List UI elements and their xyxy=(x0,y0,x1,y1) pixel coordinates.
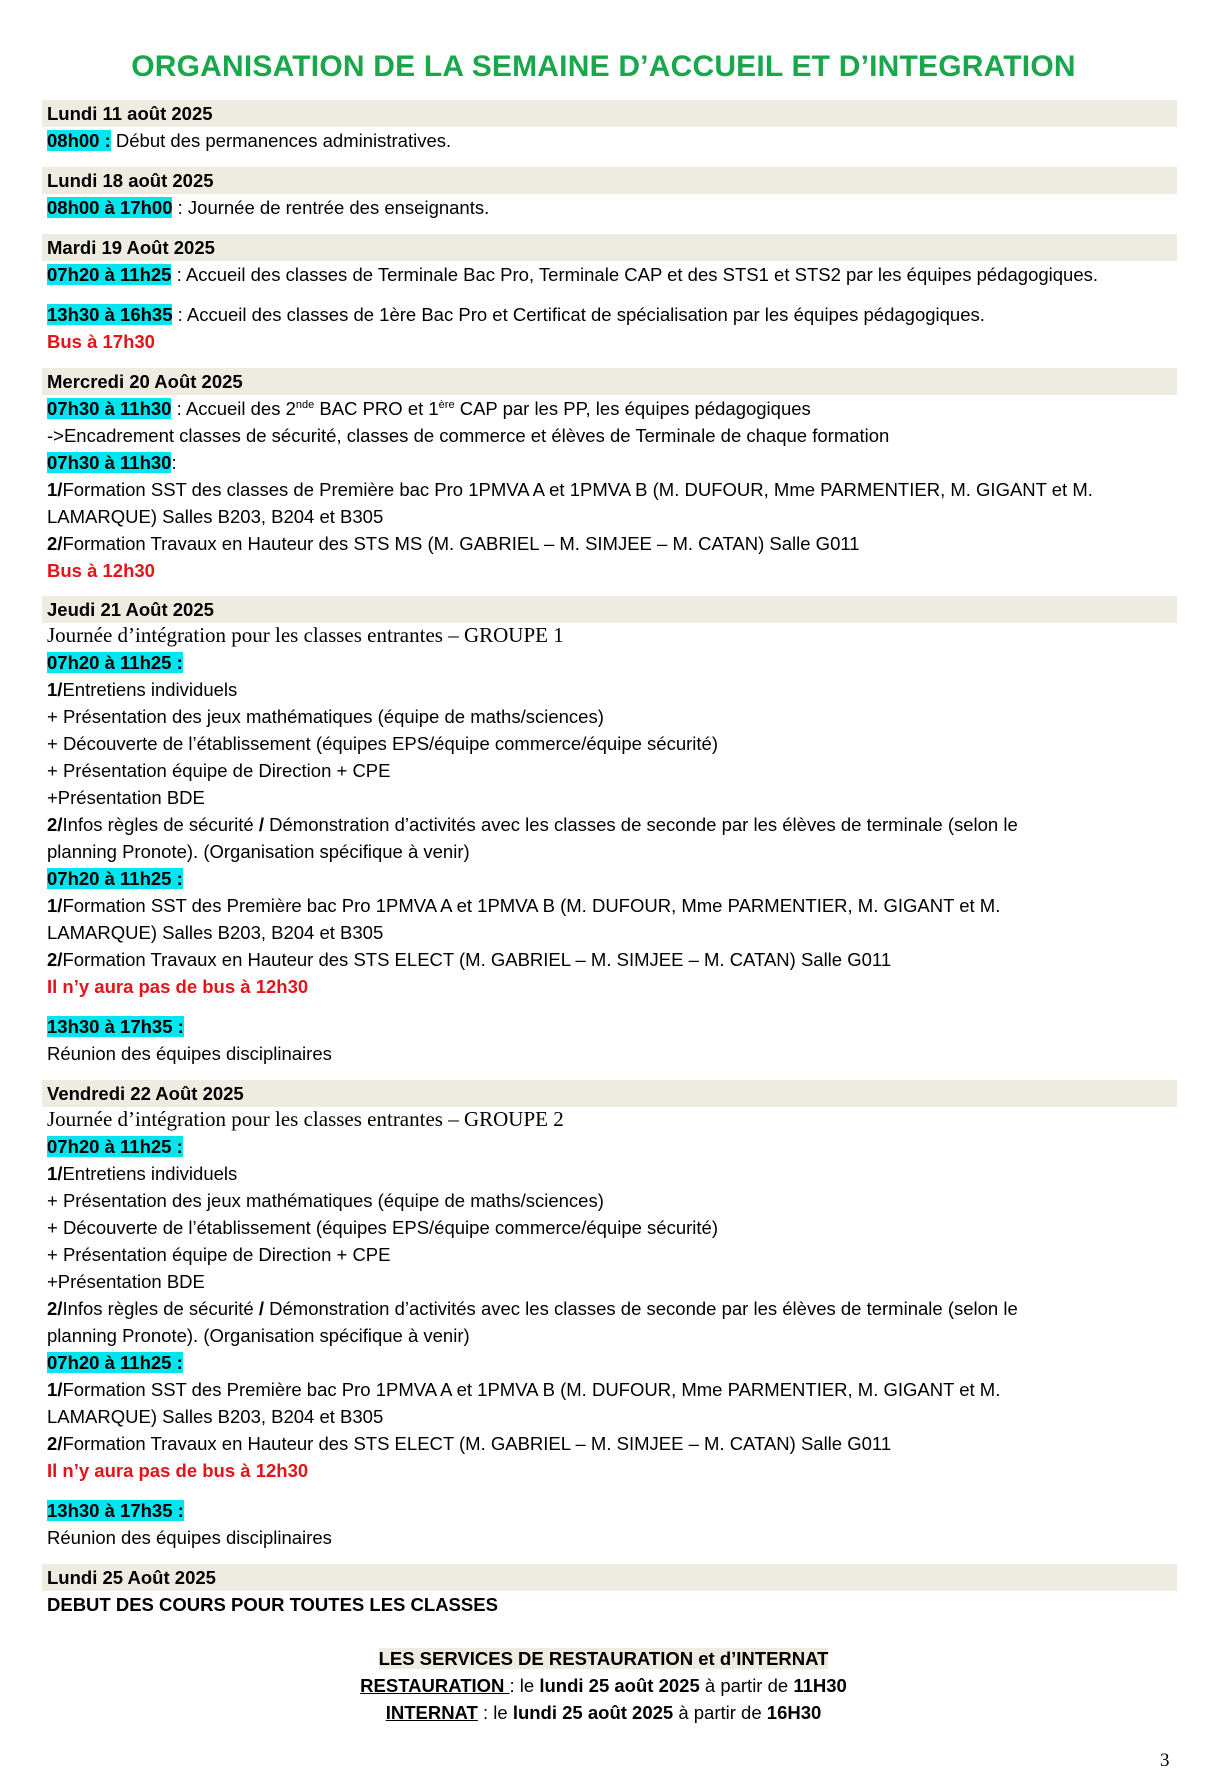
schedule-line: 07h30 à 11h30 : Accueil des 2nde BAC PRO et 1ère CAP par les PP, les équipes pédagogiques xyxy=(47,398,811,419)
schedule-line: Réunion des équipes disciplinaires xyxy=(47,1043,332,1064)
time-highlight: 07h20 à 11h25 : xyxy=(47,652,183,673)
schedule-line: 2/Formation Travaux en Hauteur des STS ELECT (M. GABRIEL – M. SIMJEE – M. CATAN) Salle G011 xyxy=(47,949,892,970)
time-highlight: 08h00 : xyxy=(47,130,111,151)
page-title: ORGANISATION DE LA SEMAINE D’ACCUEIL ET D’INTEGRATION xyxy=(131,50,1076,83)
schedule-line: 1/Entretiens individuels xyxy=(47,1163,238,1184)
schedule-line: 08h00 : Début des permanences administratives. xyxy=(47,130,452,151)
schedule-line: ->Encadrement classes de sécurité, classes de commerce et élèves de Terminale de chaque formation xyxy=(47,425,890,446)
restauration-line: RESTAURATION : le lundi 25 août 2025 à partir de 11H30 xyxy=(360,1675,847,1696)
schedule-line: 1/Entretiens individuels xyxy=(47,679,238,700)
schedule-line xyxy=(47,1013,184,1040)
day-date: Lundi 18 août 2025 xyxy=(47,170,214,191)
schedule-line: + Présentation des jeux mathématiques (équipe de maths/sciences) xyxy=(47,1190,604,1211)
schedule-line: 2/Formation Travaux en Hauteur des STS ELECT (M. GABRIEL – M. SIMJEE – M. CATAN) Salle G011 xyxy=(47,1433,892,1454)
schedule-line: 1/Formation SST des Première bac Pro 1PMVA A et 1PMVA B (M. DUFOUR, Mme PARMENTIER, M. GIGANT et M. xyxy=(47,895,1001,916)
schedule-line xyxy=(47,865,183,892)
services-heading: LES SERVICES DE RESTAURATION et d’INTERNAT xyxy=(378,1648,829,1669)
schedule-line: + Découverte de l’établissement (équipes EPS/équipe commerce/équipe sécurité) xyxy=(47,1217,718,1238)
schedule-line: planning Pronote). (Organisation spécifique à venir) xyxy=(47,1325,470,1346)
day-date: Jeudi 21 Août 2025 xyxy=(47,599,214,620)
page-number: 3 xyxy=(1160,1750,1170,1771)
time-highlight: 07h30 à 11h30 xyxy=(47,452,172,473)
schedule-line: +Présentation BDE xyxy=(47,1271,205,1292)
day-date: Lundi 25 Août 2025 xyxy=(47,1567,216,1588)
internat-line: INTERNAT : le lundi 25 août 2025 à partir de 16H30 xyxy=(385,1702,822,1723)
time-highlight: 13h30 à 17h35 : xyxy=(47,1016,184,1037)
schedule-line: + Présentation des jeux mathématiques (équipe de maths/sciences) xyxy=(47,706,604,727)
schedule-line: LAMARQUE) Salles B203, B204 et B305 xyxy=(47,1406,384,1427)
schedule-line: +Présentation BDE xyxy=(47,787,205,808)
schedule-line: + Présentation équipe de Direction + CPE xyxy=(47,1244,391,1265)
bus-note: Bus à 12h30 xyxy=(47,560,155,581)
schedule-line xyxy=(47,649,183,676)
schedule-line: 07h20 à 11h25 : Accueil des classes de Terminale Bac Pro, Terminale CAP et des STS1 et STS2 par les équipes pédagogiques. xyxy=(47,264,1099,285)
time-highlight: 07h20 à 11h25 : xyxy=(47,1352,183,1373)
time-highlight: 07h20 à 11h25 : xyxy=(47,868,183,889)
schedule-line: 2/Formation Travaux en Hauteur des STS MS (M. GABRIEL – M. SIMJEE – M. CATAN) Salle G011 xyxy=(47,533,860,554)
day-date: Mercredi 20 Août 2025 xyxy=(47,371,243,392)
time-highlight: 13h30 à 16h35 xyxy=(47,304,173,325)
bus-note: Bus à 17h30 xyxy=(47,331,155,352)
schedule-line: + Découverte de l’établissement (équipes EPS/équipe commerce/équipe sécurité) xyxy=(47,733,718,754)
schedule-line: 1/Formation SST des Première bac Pro 1PMVA A et 1PMVA B (M. DUFOUR, Mme PARMENTIER, M. GIGANT et M. xyxy=(47,1379,1001,1400)
bus-note: Il n’y aura pas de bus à 12h30 xyxy=(47,1460,309,1481)
time-highlight: 13h30 à 17h35 : xyxy=(47,1500,184,1521)
day-date: Lundi 11 août 2025 xyxy=(47,103,213,124)
schedule-line: 2/Infos règles de sécurité / Démonstration d’activités avec les classes de seconde par les élèves de terminale (selon le xyxy=(47,814,1018,835)
schedule-line: 13h30 à 16h35 : Accueil des classes de 1ère Bac Pro et Certificat de spécialisation par les équipes pédagogiques. xyxy=(47,304,985,325)
schedule-line xyxy=(47,1133,183,1160)
day-subtitle: Journée d’intégration pour les classes entrantes – GROUPE 1 xyxy=(47,623,564,647)
day-date: Mardi 19 Août 2025 xyxy=(47,237,215,258)
schedule-line: DEBUT DES COURS POUR TOUTES LES CLASSES xyxy=(47,1594,498,1615)
schedule-line: 08h00 à 17h00 : Journée de rentrée des enseignants. xyxy=(47,197,490,218)
schedule-line: LAMARQUE) Salles B203, B204 et B305 xyxy=(47,506,384,527)
schedule-line: 07h30 à 11h30: xyxy=(47,452,177,473)
schedule-line xyxy=(47,1497,184,1524)
schedule-line: 2/Infos règles de sécurité / Démonstration d’activités avec les classes de seconde par les élèves de terminale (selon le xyxy=(47,1298,1018,1319)
schedule-line: Réunion des équipes disciplinaires xyxy=(47,1527,332,1548)
schedule-line: planning Pronote). (Organisation spécifique à venir) xyxy=(47,841,470,862)
bus-note: Il n’y aura pas de bus à 12h30 xyxy=(47,976,309,997)
schedule-line: + Présentation équipe de Direction + CPE xyxy=(47,760,391,781)
time-highlight: 07h30 à 11h30 xyxy=(47,398,172,419)
day-subtitle: Journée d’intégration pour les classes entrantes – GROUPE 2 xyxy=(47,1107,564,1131)
time-highlight: 07h20 à 11h25 xyxy=(47,264,172,285)
day-date: Vendredi 22 Août 2025 xyxy=(47,1083,244,1104)
schedule-line: LAMARQUE) Salles B203, B204 et B305 xyxy=(47,922,384,943)
time-highlight: 07h20 à 11h25 : xyxy=(47,1136,183,1157)
schedule-line xyxy=(47,1349,183,1376)
time-highlight: 08h00 à 17h00 xyxy=(47,197,173,218)
schedule-line: 1/Formation SST des classes de Première bac Pro 1PMVA A et 1PMVA B (M. DUFOUR, Mme PARMENTIER, M. GIGANT et M. xyxy=(47,479,1093,500)
